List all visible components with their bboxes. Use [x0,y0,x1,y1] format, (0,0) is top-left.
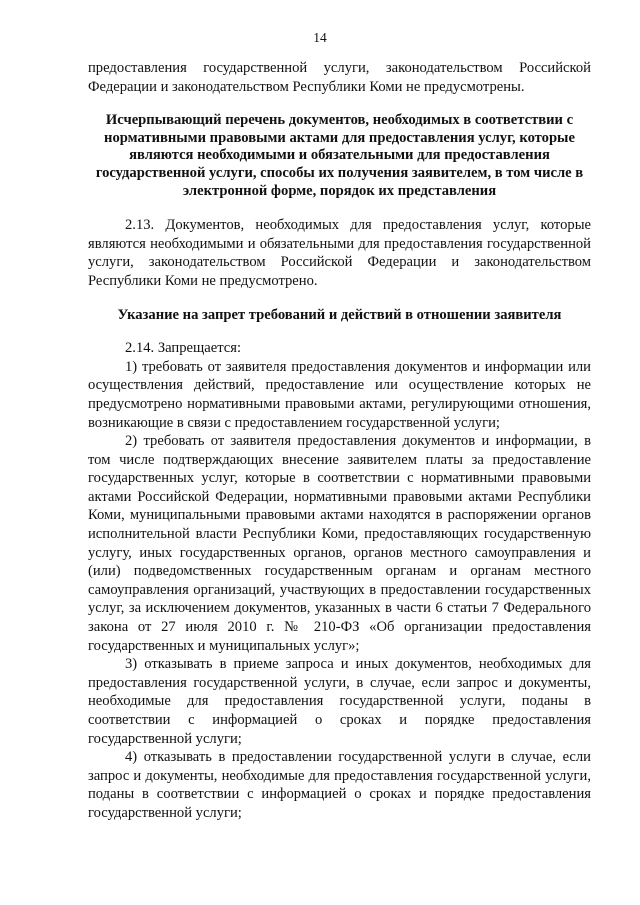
list-item: 4) отказывать в предоставлении государственной услуги в случае, если запрос и документы, необходимые для предоставления государственной услуги, поданы в соответствии с информацией о сроках и порядке предоставления государственной услуги; [88,749,591,821]
list-item: 2) требовать от заявителя предоставления документов и информации, в том числе подтверждающих внесение заявителем платы за предоставление государственных услуг, которые в соответствии с нормативными правовыми актами Российской Федерации, нормативными правовыми актами Республики Коми, муниципальными правовыми актами находятся в распоряжении органов исполнительной власти Республики Коми, предоставляющих государственную услугу, иных государственных органов, органов местного самоуправления и (или) подведомственных государственным органам и органам местного самоуправления организаций, участвующих в предоставлении государственных услуг, за исключением документов, указанных в части 6 статьи 7 Федерального закона от 27 июля 2010 г. № 210-ФЗ «Об организации предоставления государственных и муниципальных услуг»; [88,433,591,654]
section-heading-documents: Исчерпывающий перечень документов, необходимых в соответствии с нормативными правовыми актами для предоставления услуг, которые являются необходимыми и обязательными для предоставления государственной услуги, способы их получения заявителем, в том числе в электронной форме, порядок их представления [95,112,584,199]
section-heading-prohibitions: Указание на запрет требований и действий в отношении заявителя [117,306,562,323]
list-item: 3) отказывать в приеме запроса и иных документов, необходимых для предоставления государственной услуги, в случае, если запрос и документы, необходимые для предоставления государственной услуги, поданы в соответствии с информацией о сроках и порядке предоставления государственной услуги; [88,656,591,747]
intro-paragraph: предоставления государственной услуги, законодательством Российской Федерации и законодательством Республики Коми не предусмотрены. [88,60,591,95]
paragraph-2-13: 2.13. Документов, необходимых для предоставления услуг, которые являются необходимыми и обязательными для предоставления государственной услуги, законодательством Российской Федерации и законодательством Республики Коми не предусмотрено. [88,217,591,289]
page-number: 14 [313,30,327,45]
list-item: 1) требовать от заявителя предоставления документов и информации или осуществления действий, предоставление или осуществление которых не предусмотрено нормативными правовыми актами, регулирующими отношения, возникающие в связи с предоставлением государственной услуги; [88,358,591,431]
paragraph-2-14: 2.14. Запрещается: [125,340,242,357]
document-body [88,59,591,823]
